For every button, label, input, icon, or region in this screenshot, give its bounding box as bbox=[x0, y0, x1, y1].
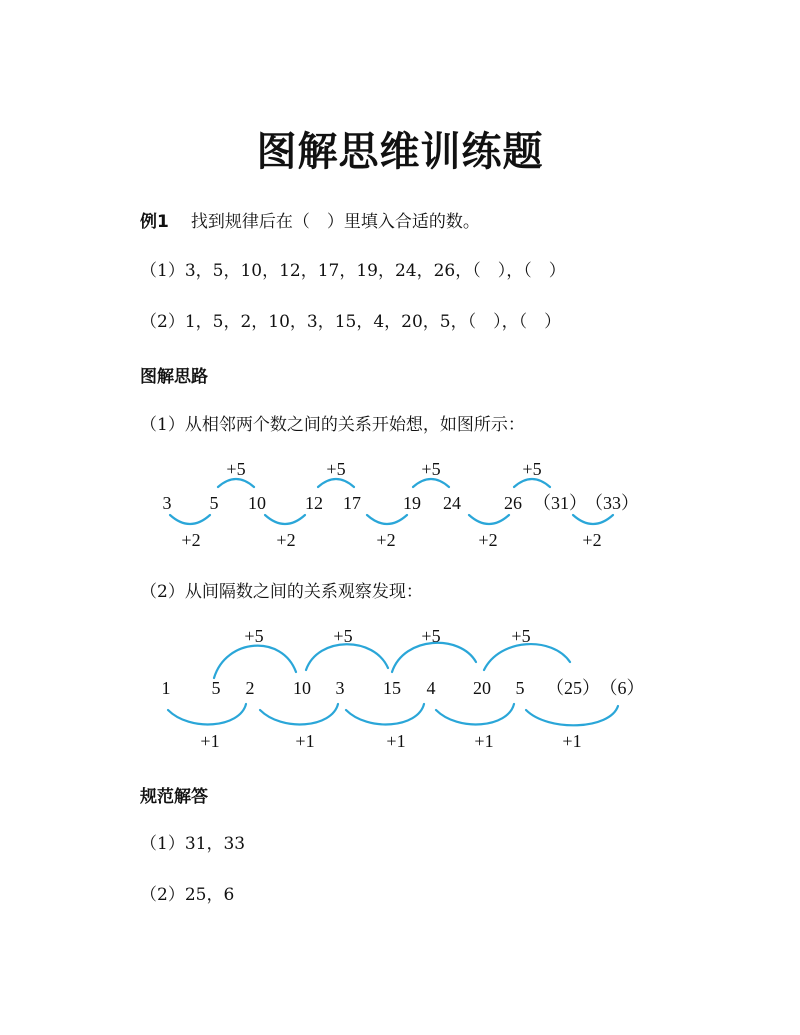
diagram1-bottom-arc bbox=[170, 515, 210, 524]
analysis-part1-text: （1）从相邻两个数之间的关系开始想，如图所示： bbox=[140, 415, 525, 435]
solution-answer-1: （1）31，33 bbox=[140, 834, 246, 854]
diagram2-number: 5 bbox=[515, 678, 525, 698]
diagram1-number: 12 bbox=[305, 493, 323, 513]
diagram2-number: 10 bbox=[293, 678, 311, 698]
diagram2-top-arc bbox=[392, 643, 476, 672]
diagram2-number: 4 bbox=[426, 678, 436, 698]
diagram1-top-arc bbox=[413, 479, 449, 487]
diagram1-bottom-arc bbox=[265, 515, 305, 524]
diagram2-number: （6） bbox=[599, 678, 645, 698]
diagram1-number: 24 bbox=[443, 493, 461, 513]
example-item-2: （2）1，5，2，10，3，15，4，20，5，（ ），（ ） bbox=[140, 312, 562, 332]
analysis-part2-text: （2）从间隔数之间的关系观察发现： bbox=[140, 582, 423, 602]
diagram1-top-label: +5 bbox=[421, 459, 441, 479]
diagram2-top-label: +5 bbox=[333, 626, 353, 646]
diagram2-top-label: +5 bbox=[244, 626, 264, 646]
diagram2-number: 2 bbox=[245, 678, 255, 698]
diagram-interval-pattern bbox=[0, 620, 800, 750]
page-title: 图解思维训练题 bbox=[256, 129, 544, 175]
diagram1-number: 17 bbox=[343, 493, 361, 513]
diagram1-number: （33） bbox=[585, 493, 639, 513]
diagram2-number: 3 bbox=[335, 678, 345, 698]
diagram2-number: 15 bbox=[383, 678, 401, 698]
diagram2-bottom-arc bbox=[260, 704, 338, 724]
diagram1-top-label: +5 bbox=[226, 459, 246, 479]
diagram1-bottom-label: +2 bbox=[376, 530, 396, 550]
diagram2-bottom-arc bbox=[436, 704, 514, 724]
diagram1-number: 26 bbox=[504, 493, 522, 513]
diagram1-bottom-label: +2 bbox=[181, 530, 201, 550]
diagram2-number: （25） bbox=[546, 678, 600, 698]
diagram1-number: 10 bbox=[248, 493, 266, 513]
analysis-heading: 图解思路 bbox=[140, 367, 208, 387]
diagram1-number: 3 bbox=[162, 493, 172, 513]
diagram1-bottom-label: +2 bbox=[582, 530, 602, 550]
diagram2-bottom-label: +1 bbox=[562, 731, 582, 751]
diagram1-bottom-label: +2 bbox=[478, 530, 498, 550]
diagram1-bottom-label: +2 bbox=[276, 530, 296, 550]
diagram2-number: 20 bbox=[473, 678, 491, 698]
example-prompt: 找到规律后在（ ）里填入合适的数。 bbox=[190, 212, 480, 232]
diagram2-number: 5 bbox=[211, 678, 221, 698]
diagram1-number: 5 bbox=[209, 493, 219, 513]
diagram1-top-label: +5 bbox=[522, 459, 542, 479]
example-label: 例1 bbox=[140, 212, 169, 232]
diagram1-top-arc bbox=[318, 479, 354, 487]
diagram1-top-arc bbox=[218, 479, 254, 487]
example-item-1: （1）3，5，10，12，17，19，24，26，（ ），（ ） bbox=[140, 261, 566, 281]
example-prompt-line bbox=[140, 210, 480, 234]
diagram2-top-arc bbox=[214, 646, 296, 678]
diagram1-bottom-arc bbox=[573, 515, 613, 524]
diagram2-top-label: +5 bbox=[511, 626, 531, 646]
diagram-adjacent-differences bbox=[0, 455, 800, 555]
diagram2-top-label: +5 bbox=[421, 626, 441, 646]
diagram2-number: 1 bbox=[161, 678, 171, 698]
diagram2-bottom-label: +1 bbox=[200, 731, 220, 751]
diagram1-top-label: +5 bbox=[326, 459, 346, 479]
diagram2-bottom-arc bbox=[168, 704, 246, 724]
diagram1-number: （31） bbox=[533, 493, 587, 513]
solution-heading: 规范解答 bbox=[140, 787, 208, 807]
diagram2-top-arc bbox=[306, 644, 388, 670]
diagram2-bottom-label: +1 bbox=[474, 731, 494, 751]
diagram1-bottom-arc bbox=[367, 515, 407, 524]
diagram1-number: 19 bbox=[403, 493, 421, 513]
diagram2-bottom-label: +1 bbox=[295, 731, 315, 751]
diagram2-bottom-label: +1 bbox=[386, 731, 406, 751]
diagram1-top-arc bbox=[514, 479, 550, 487]
diagram2-top-arc bbox=[484, 644, 570, 670]
diagram2-bottom-arc bbox=[526, 706, 618, 725]
solution-answer-2: （2）25，6 bbox=[140, 885, 235, 905]
diagram2-bottom-arc bbox=[346, 704, 424, 724]
diagram1-bottom-arc bbox=[469, 515, 509, 524]
